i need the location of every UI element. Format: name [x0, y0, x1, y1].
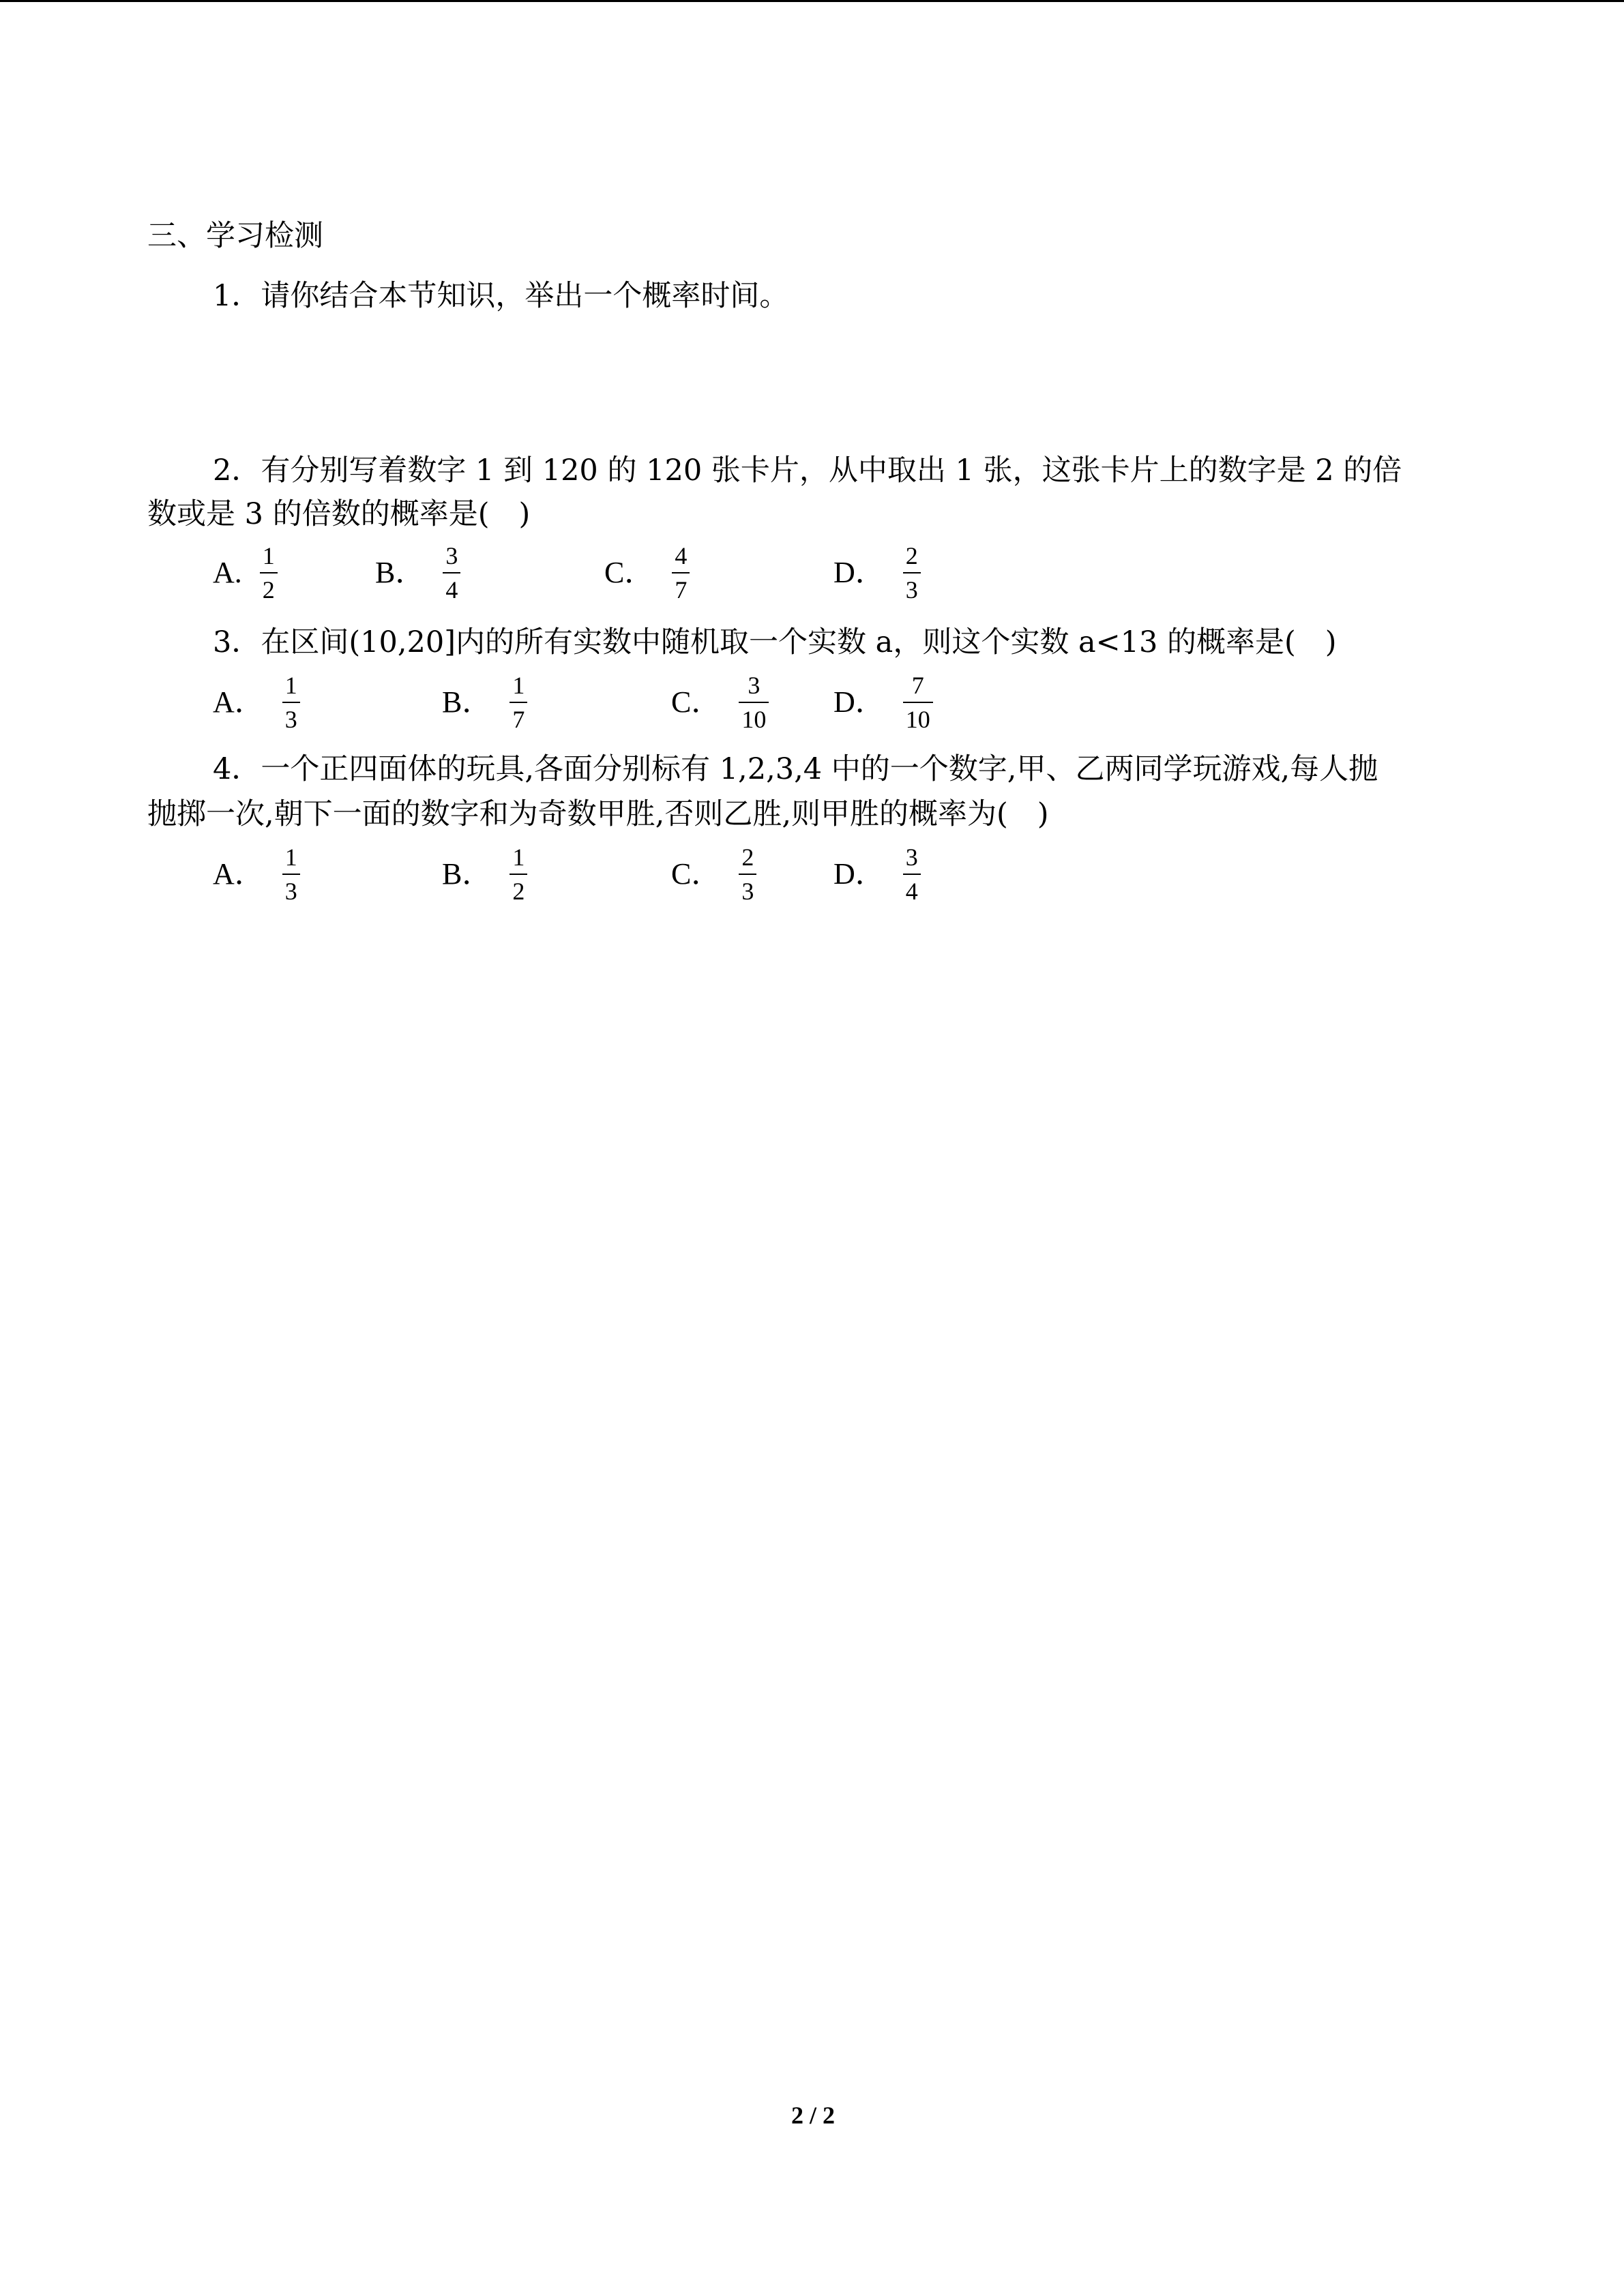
question-3-text: 3．在区间(10,20]内的所有实数中随机取一个实数 a，则这个实数 a<13 的概率是( ) [213, 625, 1337, 659]
fraction-numerator: 3 [905, 844, 918, 871]
question-4-option-a [213, 840, 300, 908]
question-4-option-c [671, 840, 756, 908]
question-3-options [0, 668, 1624, 736]
question-1-text: 1．请你结合本节知识，举出一个概率时间。 [213, 279, 789, 313]
fraction-numerator: 2 [905, 542, 918, 569]
fraction-numerator: 1 [284, 844, 297, 871]
fraction-numerator: 3 [748, 672, 761, 699]
option-letter: C． [671, 857, 722, 891]
fraction-numerator: 1 [262, 542, 275, 569]
question-4-text-line-1: 4．一个正四面体的玩具,各面分别标有 1,2,3,4 中的一个数字,甲、乙两同学玩游戏,每人抛 [213, 752, 1378, 786]
question-4-options [0, 840, 1624, 908]
option-fraction [510, 844, 527, 905]
fraction-denominator: 7 [512, 706, 525, 733]
fraction-numerator: 4 [675, 542, 688, 569]
question-2-option-d [833, 539, 921, 607]
option-letter: D． [833, 857, 885, 891]
fraction-numerator: 1 [512, 844, 525, 871]
fraction-denominator: 10 [741, 706, 767, 733]
option-letter: D． [833, 556, 885, 589]
option-letter: A． [213, 685, 265, 719]
question-2-option-a [213, 539, 278, 607]
option-fraction [903, 672, 933, 733]
question-3-option-d [833, 668, 933, 736]
option-letter: B． [375, 556, 426, 589]
page-number: 2 / 2 [791, 2102, 836, 2129]
question-3-option-a [213, 668, 300, 736]
question-2-text-line-1: 2．有分别写着数字 1 到 120 的 120 张卡片，从中取出 1 张，这张卡片上的数字是 2 的倍 [213, 453, 1402, 488]
option-fraction [282, 672, 300, 733]
question-2-text-line-2: 数或是 3 的倍数的概率是( ) [147, 497, 531, 531]
option-letter: A． [213, 857, 265, 891]
question-4-text-line-2: 抛掷一次,朝下一面的数字和为奇数甲胜,否则乙胜,则甲胜的概率为( ) [147, 797, 1049, 831]
option-letter: A. [213, 556, 242, 589]
question-2-option-b [375, 539, 460, 607]
question-4-option-b [442, 840, 527, 908]
option-fraction [260, 542, 278, 603]
section-title: 三、学习检测 [147, 219, 323, 253]
fraction-numerator: 1 [284, 672, 297, 699]
question-4-option-d [833, 840, 921, 908]
question-2-options [0, 539, 1624, 607]
fraction-denominator: 3 [284, 706, 297, 733]
option-letter: B． [442, 685, 492, 719]
option-letter: C． [604, 556, 655, 589]
fraction-denominator: 7 [675, 576, 688, 603]
option-fraction [903, 542, 921, 603]
fraction-denominator: 3 [905, 576, 918, 603]
fraction-denominator: 2 [262, 576, 275, 603]
option-letter: D． [833, 685, 885, 719]
fraction-denominator: 10 [905, 706, 930, 733]
question-3-option-c [671, 668, 769, 736]
fraction-denominator: 2 [512, 878, 525, 905]
option-fraction [739, 844, 756, 905]
option-fraction [672, 542, 690, 603]
option-letter: C． [671, 685, 722, 719]
option-fraction [443, 542, 460, 603]
option-letter: B． [442, 857, 492, 891]
fraction-numerator: 1 [512, 672, 525, 699]
fraction-denominator: 4 [905, 878, 918, 905]
fraction-denominator: 4 [445, 576, 458, 603]
fraction-numerator: 3 [445, 542, 458, 569]
option-fraction [903, 844, 921, 905]
fraction-denominator: 3 [284, 878, 297, 905]
question-3-option-b [442, 668, 527, 736]
option-fraction [282, 844, 300, 905]
option-fraction [739, 672, 769, 733]
fraction-denominator: 3 [741, 878, 754, 905]
fraction-numerator: 2 [741, 844, 754, 871]
question-2-option-c [604, 539, 690, 607]
fraction-numerator: 7 [911, 672, 924, 699]
option-fraction [510, 672, 527, 733]
